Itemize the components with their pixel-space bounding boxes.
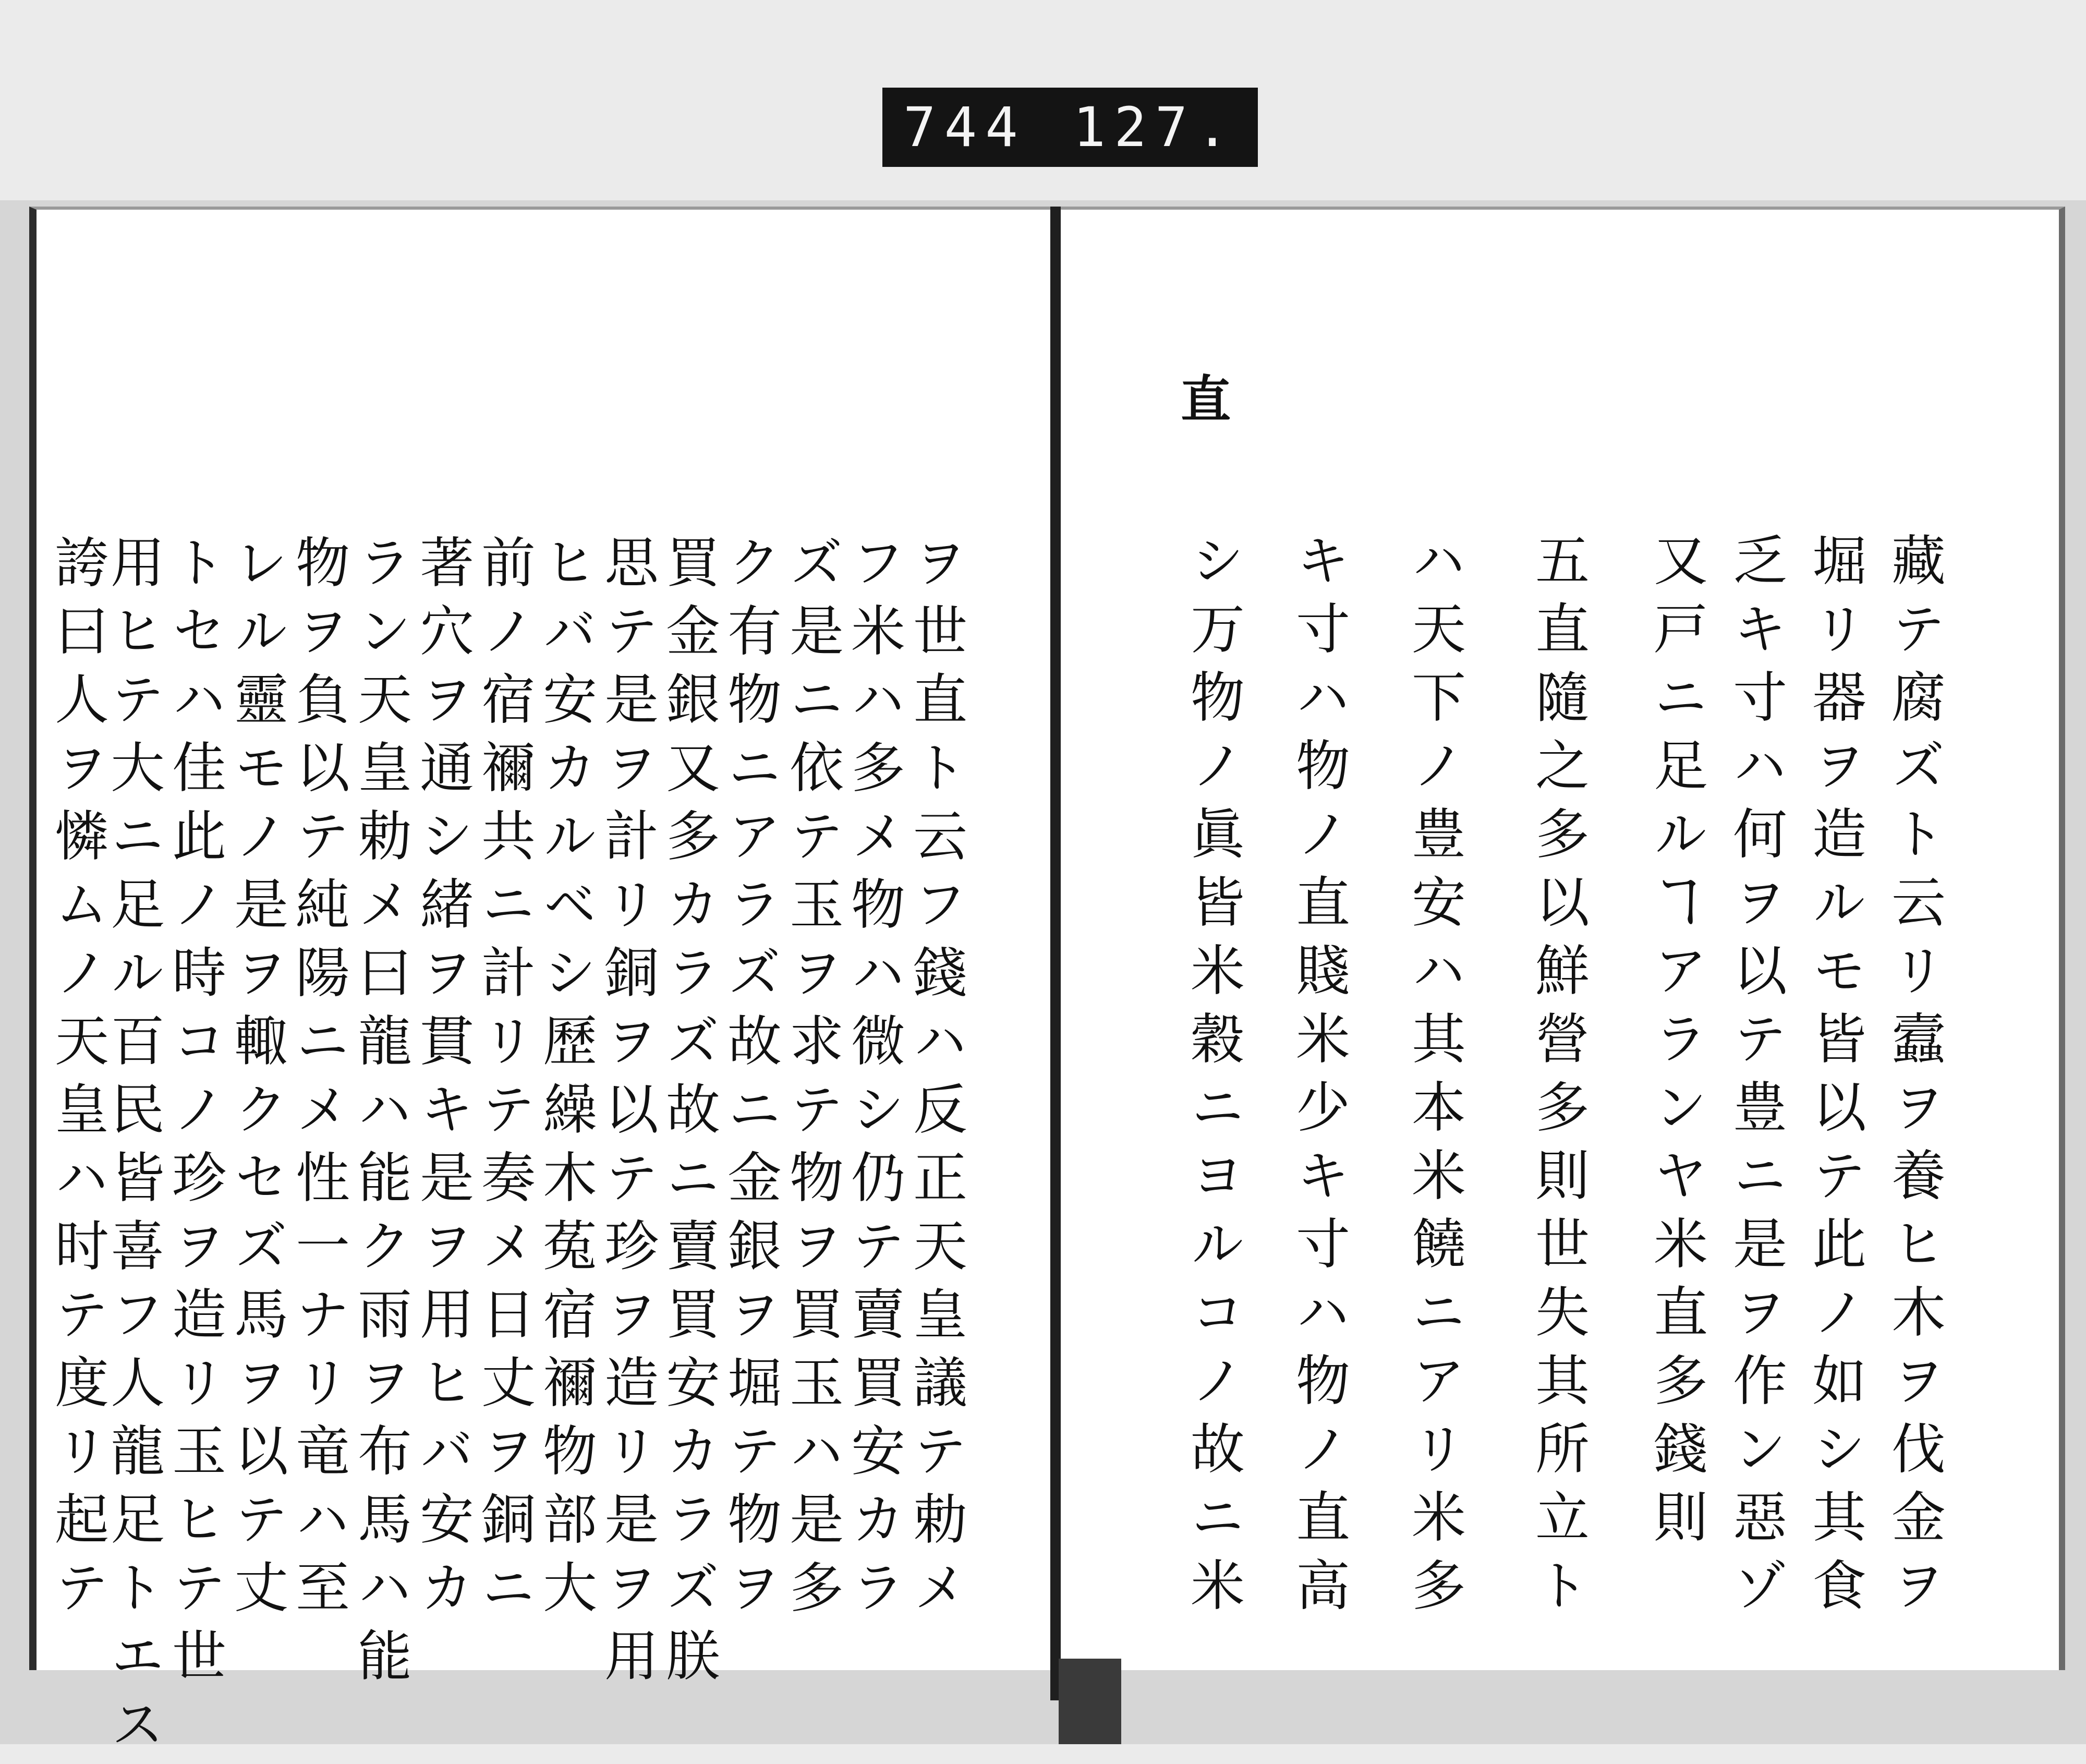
- archive-number-left: 744: [903, 95, 1026, 159]
- text-column: ク有物ニアラズ故ニ金銀ヲ堀テ物ヲ: [718, 534, 782, 1627]
- archive-number-right: 127.: [1073, 95, 1237, 159]
- text-column: 用ヒテ大ニ足ル百民皆喜フ人龍足トエス: [101, 534, 165, 1764]
- text-column: 誇曰人ヲ憐ムノ天皇ハ时テ度リ起テ: [45, 534, 109, 1627]
- text-column: 前ノ宿禰共ニ計リテ奏メ日丈ヲ銅ニ: [472, 534, 536, 1627]
- text-column: ズ是ニ依テ玉ヲ求テ物ヲ買玉ハ是多: [780, 534, 844, 1627]
- text-column: ハ天下ノ豊安ハ其本米饒ニアリ米多: [1402, 532, 1466, 1625]
- text-column: 思テ是ヲ計リ銅ヲ以テ珍ヲ造リ是ヲ用: [595, 534, 659, 1696]
- text-column: ヲ世直ト云フ錢ハ反正天皇議テ勅メ: [904, 534, 967, 1627]
- archive-number-label: [882, 88, 1258, 167]
- page-heading: 直: [1181, 370, 1231, 429]
- text-column: シ万物ノ眞皆米穀ニヨルコノ故ニ米: [1181, 532, 1245, 1625]
- text-column: 物ヲ負以テ純陽ニメ性一ナリ竜ハ至: [286, 534, 350, 1627]
- text-column: 買金銀又多カラズ故ニ賣買安カラズ朕: [657, 534, 720, 1696]
- text-column: 著穴ヲ通シ緒ヲ貫キ是ヲ用ヒバ安カ: [410, 534, 474, 1627]
- text-column: ラン天皇勅メ曰龍ハ能ク雨ヲ布馬ハ能: [348, 534, 412, 1696]
- book-gutter: [1050, 207, 1061, 1700]
- text-column: 又戸ニ足ルヿアランヤ米直多錢則: [1644, 532, 1708, 1557]
- text-column: ヒバ安カルベシ歷繰木菟宿禰物部大: [533, 534, 597, 1627]
- text-column: 堀リ器ヲ造ルモ皆以テ此ノ如シ其食: [1803, 532, 1866, 1625]
- text-column: レル靈モノ是ヲ輙クセズ馬ヲ以テ丈: [225, 534, 288, 1627]
- book-spine-tab: [1059, 1659, 1121, 1744]
- text-column: 乏キ寸ハ何ヲ以テ豊ニ是ヲ作ン惡ゾ: [1724, 532, 1787, 1625]
- text-column: フ米ハ多メ物ハ微シ仍テ賣買安カラ: [842, 534, 905, 1627]
- text-column: 藏テ腐ズト云リ蠧ヲ養ヒ木ヲ伐金ヲ: [1882, 532, 1946, 1625]
- text-column: 五直隨之多以鮮營多則世失其所立ト: [1526, 532, 1590, 1625]
- text-column: キ寸ハ物ノ直賤米少キ寸ハ物ノ直高: [1287, 532, 1350, 1625]
- text-column: トセハ佳此ノ時コノ珍ヲ造リ玉ヒテ世: [163, 534, 226, 1696]
